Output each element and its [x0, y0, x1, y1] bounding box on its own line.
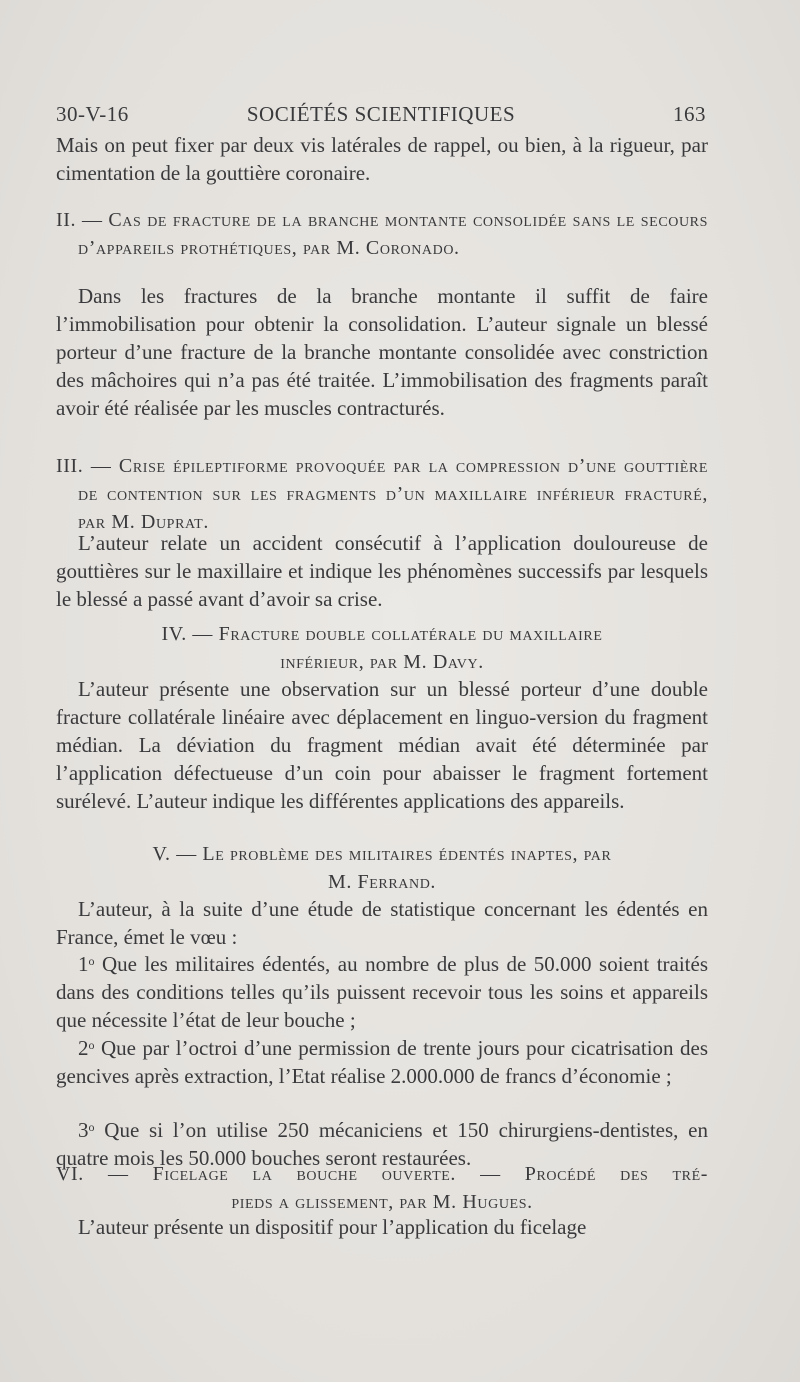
section-4-body: L’auteur présente une observation sur un blessé porteur d’une double fracture collatérale linéaire avec déplacement en linguo-version du fragment médian. La déviation du fragment médian avait été déterminée par l’application défectueuse d’un coin pour abaisser le fragment fortement surélevé. L’auteur indique les différentes applications des appareils.: [56, 677, 708, 813]
wish-item-2: [56, 1034, 708, 1090]
section-2-heading: II. — Cas de fracture de la branche montante consolidée sans le secours d’appareils prothétiques, par M. Coronado.: [56, 209, 708, 259]
wish-item-1-text: Que les militaires édentés, au nombre de plus de 50.000 soient traités dans des conditions telles qu’ils puissent recevoir tous les soins et appareils que nécessite l’état de leur bouche ;: [56, 952, 708, 1032]
section-6-heading-line1: VI. — Ficelage la bouche ouverte. — Procédé des tré-: [56, 1163, 708, 1185]
wish-item-1-number: 1: [78, 952, 89, 976]
running-header: [56, 102, 706, 132]
section-6-body: L’auteur présente un dispositif pour l’application du ficelage: [78, 1215, 587, 1239]
ordinal-mark: o: [88, 1120, 95, 1134]
section-4-heading: [56, 620, 708, 676]
wish-item-3-text: Que si l’on utilise 250 mécaniciens et 150 chirurgiens-dentistes, en quatre mois les 50.000 bouches seront restaurées.: [56, 1118, 709, 1170]
section-3-body: L’auteur relate un accident consécutif à l’application douloureuse de gouttières sur le maxillaire et indique les phénomènes successifs par lesquels le blessé a passé avant d’avoir sa crise.: [56, 531, 708, 611]
section-5-heading-line1: V. — Le problème des militaires édentés inaptes, par: [152, 843, 612, 865]
section-5-heading-line2: M. Ferrand.: [327, 871, 437, 893]
header-title: SOCIÉTÉS SCIENTIFIQUES: [246, 102, 516, 126]
wish-item-3-number: 3: [78, 1118, 89, 1142]
wish-item-2-text: Que par l’octroi d’une permission de trente jours pour cicatrisation des gencives après extraction, l’Etat réalise 2.000.000 de francs d’économie ;: [56, 1036, 709, 1088]
intro-paragraph: Mais on peut fixer par deux vis latérales de rappel, ou bien, à la rigueur, par cimentation de la gouttière coronaire.: [56, 133, 708, 185]
section-3-heading: III. — Crise épileptiforme provoquée par la compression d’une gouttière de contention sur les fragments d’un maxillaire inférieur fracturé, par M. Duprat.: [56, 455, 708, 533]
wish-item-2-number: 2: [78, 1036, 89, 1060]
ordinal-mark: o: [88, 954, 95, 968]
page-number: 163: [673, 102, 706, 126]
ordinal-mark: o: [88, 1038, 95, 1052]
section-5-heading: [56, 840, 708, 896]
section-4-heading-line2: inférieur, par M. Davy.: [280, 651, 484, 673]
section-5-body: L’auteur, à la suite d’une étude de statistique concernant les édentés en France, émet le vœu :: [56, 897, 708, 949]
header-date: 30-V-16: [56, 102, 129, 126]
section-6-heading-line2: pieds a glissement, par M. Hugues.: [231, 1191, 533, 1213]
wish-item-1: [56, 950, 708, 1034]
section-2-body: Dans les fractures de la branche montante il suffit de faire l’immobilisation pour obtenir la consolidation. L’auteur signale un blessé porteur d’une fracture de la branche montante consolidée avec constriction des mâchoires qui n’a pas été traitée. L’immobilisation des fragments paraît avoir été réalisée par les muscles contracturés.: [56, 284, 708, 420]
section-4-heading-line1: IV. — Fracture double collatérale du maxillaire: [161, 623, 603, 645]
section-6-heading: [56, 1160, 708, 1216]
